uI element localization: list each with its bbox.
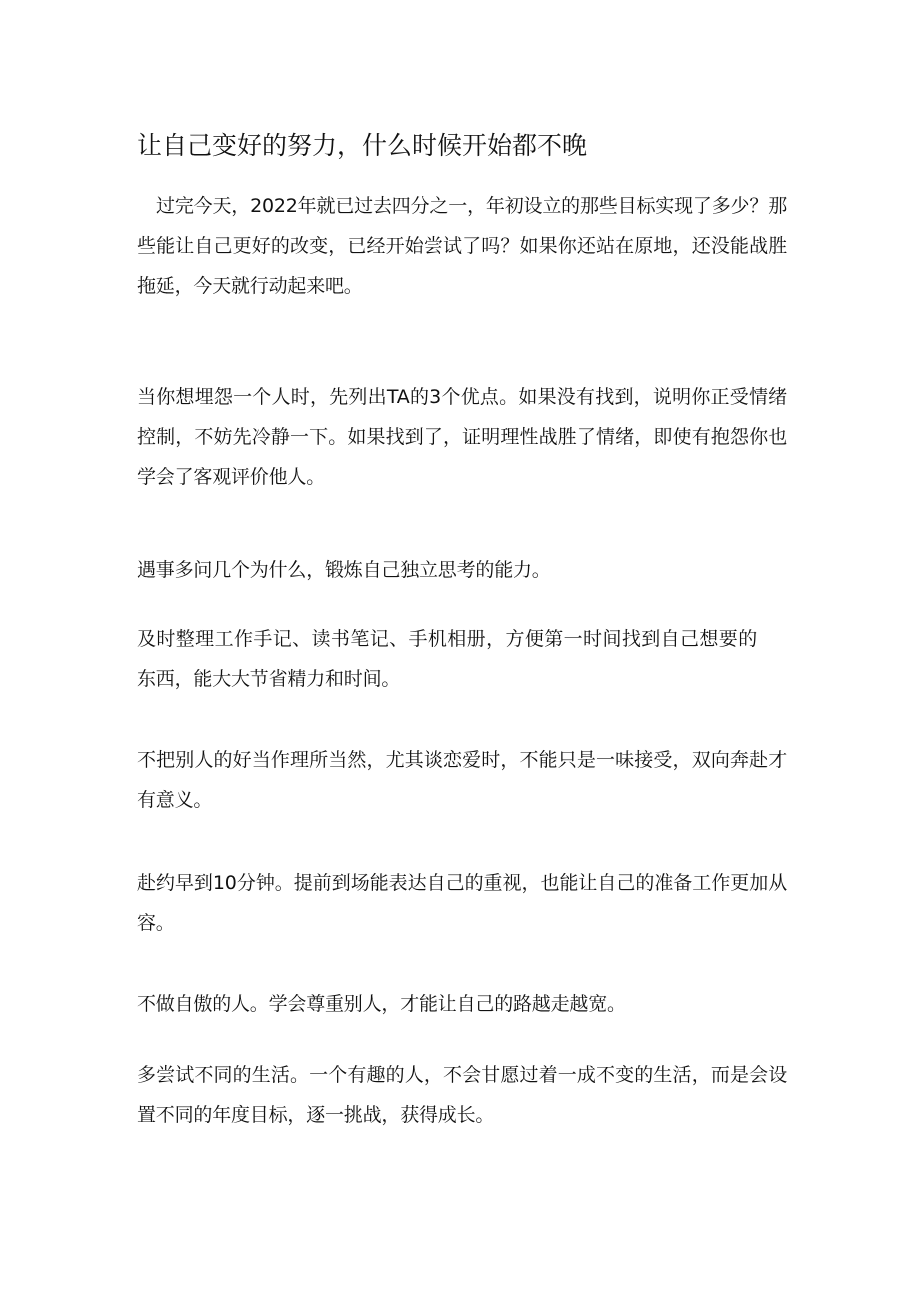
document-title: 让自己变好的努力，什么时候开始都不晚	[137, 131, 588, 160]
tip-paragraph-7: 多尝试不同的生活。一个有趣的人，不会甘愿过着一成不变的生活，而是会设置不同的年度目标，逐一挑战，获得成长。	[137, 1064, 787, 1126]
tip-paragraph-2: 遇事多问几个为什么，锻炼自己独立思考的能力。	[137, 559, 551, 581]
intro-paragraph: 过完今天，2022年就已过去四分之一，年初设立的那些目标实现了多少？那些能让自己更好的改变，已经开始尝试了吗？如果你还站在原地，还没能战胜拖延，今天就行动起来吧。	[137, 195, 787, 297]
tip-paragraph-5: 赴约早到10分钟。提前到场能表达自己的重视，也能让自己的准备工作更加从容。	[137, 872, 787, 934]
tip-paragraph-6: 不做自傲的人。学会尊重别人，才能让自己的路越走越宽。	[137, 993, 626, 1015]
tip-paragraph-1: 当你想埋怨一个人时，先列出TA的3个优点。如果没有找到，说明你正受情绪控制，不妨先冷静一下。如果找到了，证明理性战胜了情绪，即使有抱怨你也学会了客观评价他人。	[137, 386, 787, 488]
tip-paragraph-3: 及时整理工作手记、读书笔记、手机相册，方便第一时间找到自己想要的东西，能大大节省精力和时间。	[137, 628, 757, 690]
tip-paragraph-4: 不把别人的好当作理所当然，尤其谈恋爱时，不能只是一味接受，双向奔赴才有意义。	[137, 749, 787, 811]
